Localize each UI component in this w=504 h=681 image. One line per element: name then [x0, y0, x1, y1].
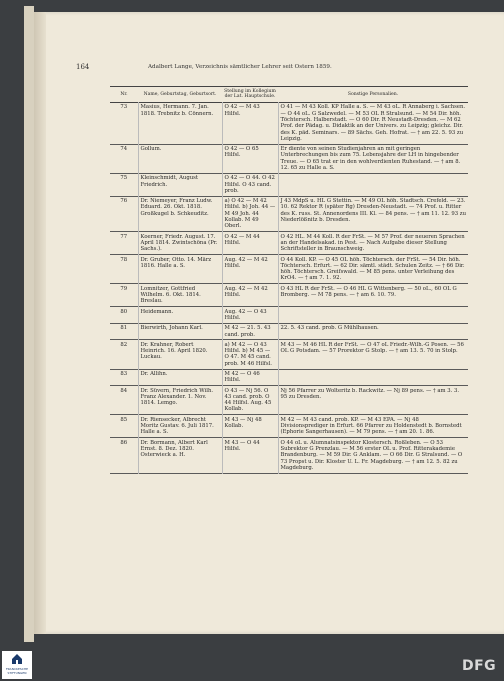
row-position: O 42 — M 43 Hilfsl. — [222, 102, 278, 144]
row-remarks: Nj 56 Pfarrer zu Wolteritz b. Rackwitz. — Nj 89 pens. — † am 3. 3. 95 zu Dresden. — [278, 386, 468, 415]
row-number: 83 — [120, 371, 128, 377]
row-number: 78 — [120, 256, 128, 263]
table-row — [110, 232, 468, 255]
footer-strip — [0, 650, 504, 681]
row-remarks: Er diente von seinen Studienjahren an mit geringen Unterbrechungen bis zum 75. Lebensjahre der LH in hingebender Treue. — O 65 trat er in den wohlverdienten Ruhestand. — † am 8. 12. 65 zu Halle a. S. — [278, 144, 468, 173]
book-spine — [34, 12, 46, 634]
row-name: Dr. Allihn. — [138, 369, 222, 386]
dfg-logo: DFG — [462, 658, 497, 674]
row-name: Dr. Gruber, Otto. 14. März 1816. Halle a. S. — [138, 255, 222, 284]
row-position: O 42 — M 44 Hilfsl. — [222, 232, 278, 255]
column-header-position: Stellung im Kollegium der Lat. Hauptschule. — [224, 89, 276, 100]
table-row — [110, 369, 468, 386]
row-name: Dr. Krahner, Robert Heinrich. 16. April 1820. Luckau. — [138, 340, 222, 369]
row-remarks — [278, 307, 468, 324]
row-remarks — [278, 369, 468, 386]
row-remarks: O 44 Koll. KP. — O 45 OL höh. Töchtersch. der FrSt. — 54 Dir. höh. Töchtersch. Erfurt. — 62 Dir. sämtl. städt. Schulen Zeitz. — † 66 Dir. höh. Töchtersch. Greifswald. — M 85 pens. unter Verleihung des KrO4. — † am 7. 1. 92. — [278, 255, 468, 284]
row-number: 82 — [120, 341, 128, 348]
row-name: Heidemann. — [138, 307, 222, 324]
row-number: 76 — [120, 198, 128, 205]
row-name: Masius, Hermann. 7. Jan. 1818. Trebnitz b. Cönnern. — [138, 102, 222, 144]
row-name: Dr. Riensecker, Albrecht Moritz Gustav. 6. Juli 1817. Halle a. S. — [138, 415, 222, 438]
row-name: Dr. Süvern, Friedrich Wilh. Franz Alexander. 1. Nov. 1814. Lemgo. — [138, 386, 222, 415]
column-header-remarks: Sonstige Personalien. — [347, 91, 399, 97]
row-position: M 43 — O 44 Hilfsl. — [222, 438, 278, 473]
table-row — [110, 323, 468, 340]
row-number: 74 — [120, 146, 128, 153]
row-number: 77 — [120, 233, 128, 240]
row-remarks: O 42 HL. M 44 Koll. R der FrSt. — M 57 Prof. der neueren Sprachen an der Handelsakad. in Pest. — Nach Aufgabe dieser Stellung Schriftsteller in Braunschweig. — [278, 232, 468, 255]
row-position: Aug. 42 — O 43 Hilfsl. — [222, 307, 278, 324]
column-header-number: Nr. — [120, 91, 128, 97]
table-row — [110, 307, 468, 324]
teacher-register-table — [110, 86, 468, 474]
table-body — [110, 102, 468, 473]
row-number: 84 — [120, 387, 128, 394]
table-header-row — [110, 87, 468, 103]
table-row — [110, 284, 468, 307]
row-remarks: O 43 HL R der FrSt. — O 46 HL G Wittenberg. — 50 oL., 60 OL G Bromberg. — M 78 pens. — † am 6. 10. 79. — [278, 284, 468, 307]
row-position: a) O 42 — M 42 Hilfsl. b) Joh. 44 — M 49 Joh. 44 Kollab. M 49 Oberl. — [222, 196, 278, 231]
row-remarks: J 43 MdpS u. HL G Stettin. — M 49 OL höh. Stadtsch. Crefeld. — 23. 10. 62 Rektor R (später Rg) Dresden-Neustadt. — 74 Prof. u. Ritter des K. russ. St. Annenordens III. Kl. — 84 pens. — † am 11. 12. 93 zu Niederlößnitz b. Dresden. — [278, 196, 468, 231]
row-position: M 43 — Nj 48 Kollab. — [222, 415, 278, 438]
row-number: 80 — [120, 308, 128, 315]
row-remarks: M 43 — M 46 HL R der FrSt. — O 47 oL Friedr.-Wilh.-G Posen. — 56 OL G Potsdam. — 57 Prorektor G Stolp. — † am 13. 5. 70 in Stolp. — [278, 340, 468, 369]
table-row — [110, 415, 468, 438]
library-logo-text: FRANCKESCHE STIFTUNGEN — [5, 667, 29, 675]
row-number: 79 — [120, 285, 128, 292]
row-number: 81 — [120, 325, 128, 332]
row-position: O 42 — O 44. O 42 Hilfsl. O 43 cand. prob. — [222, 173, 278, 196]
table-row — [110, 438, 468, 473]
row-position: Aug. 42 — M 42 Hilfsl. — [222, 284, 278, 307]
page-edge — [24, 6, 34, 642]
row-position: O 42 — O 65 Hilfsl. — [222, 144, 278, 173]
row-position: a) M 42 — O 43 Hilfsl. b) M 45 — O 47. M 45 cand. prob. M 46 Hilfsl. — [222, 340, 278, 369]
row-number: 73 — [120, 104, 128, 111]
row-remarks: 22. 5. 43 cand. prob. G Mühlhausen. — [278, 323, 468, 340]
row-remarks: O 41 — M 43 Koll. KP Halle a. S. — M 43 oL. R Annaberg i. Sachsen. — O 44 oL. G Salzwedel. — M 53 OL R Stralsund. — M 54 Dir. höh. Töchtersch. Halberstadt. — O 60 Dir. R Neustadt-Dresden. — M 62 Prof. der Pädag. u. Didaktik an der Univers. zu Leipzig; gleichz. Dir. des K. päd. Seminars. — 89 Sächs. Geh. Hofrat. — † am 22. 5. 93 zu Leipzig. — [278, 102, 468, 144]
row-name: Dr. Niemeyer, Franz Ludw. Eduard. 26. Okt. 1818. Großkugel b. Schkeuditz. — [138, 196, 222, 231]
row-name: Gollum. — [138, 144, 222, 173]
table-row — [110, 340, 468, 369]
row-name: Koerner, Friedr. August. 17. April 1814. Zwintschöna (Pr. Sachs.). — [138, 232, 222, 255]
row-name: Dr. Bormann, Albert Karl Ernst. 8. Dez. 1820. Osterwieck a. H. — [138, 438, 222, 473]
row-remarks — [278, 173, 468, 196]
row-number: 86 — [120, 439, 128, 446]
table-row — [110, 386, 468, 415]
row-remarks: O 44 oL u. Alumnatsinspektor Klostersch. Roßleben. — O 53 Subrektor G Prenzlau. — M 56 erster OL u. Prof. Ritterakademie Brandenburg. — M 59 Dir. G Anklam. — O 66 Dir. G Stralsund. — O 73 Propst u. Dir. Kloster U. L. Fr. Magdeburg. — † am 12. 5. 82 zu Magdeburg. — [278, 438, 468, 473]
table-row — [110, 196, 468, 231]
column-header-name: Name, Geburtstag, Geburtsort. — [143, 91, 217, 97]
table-row — [110, 102, 468, 144]
row-position: M 42 — 21. 5. 43 cand. prob. — [222, 323, 278, 340]
table-row — [110, 144, 468, 173]
running-head: Adalbert Lange, Verzeichnis sämtlicher Lehrer seit Ostern 1859. — [148, 64, 332, 70]
library-logo — [2, 651, 32, 679]
row-name: Bierwirth, Johann Karl. — [138, 323, 222, 340]
library-crest-icon — [11, 653, 23, 665]
table-row — [110, 255, 468, 284]
row-position: O 43 — Nj 56. O 43 cand. prob. O 44 Hilfsl. Aug. 45 Kollab. — [222, 386, 278, 415]
row-position: M 42 — O 46 Hilfsl. — [222, 369, 278, 386]
row-name: Kleinschmidt, August Friedrich. — [138, 173, 222, 196]
row-remarks: M 42 — M 43 cand. prob. KP. — M 43 EPA. — Nj 48 Divisionsprediger in Erfurt. 66 Pfarrer zu Holdenstedt b. Bornstedt (Ephorie Sangerhausen). — M 79 pens. — † am 20. 1. 86. — [278, 415, 468, 438]
row-number: 85 — [120, 416, 128, 423]
page-number: 164 — [76, 63, 90, 71]
row-position: Aug. 42 — M 42 Hilfsl. — [222, 255, 278, 284]
table-row — [110, 173, 468, 196]
row-name: Lomnitzer, Gottfried Wilhelm. 6. Okt. 1814. Breslau. — [138, 284, 222, 307]
row-number: 75 — [120, 175, 128, 182]
